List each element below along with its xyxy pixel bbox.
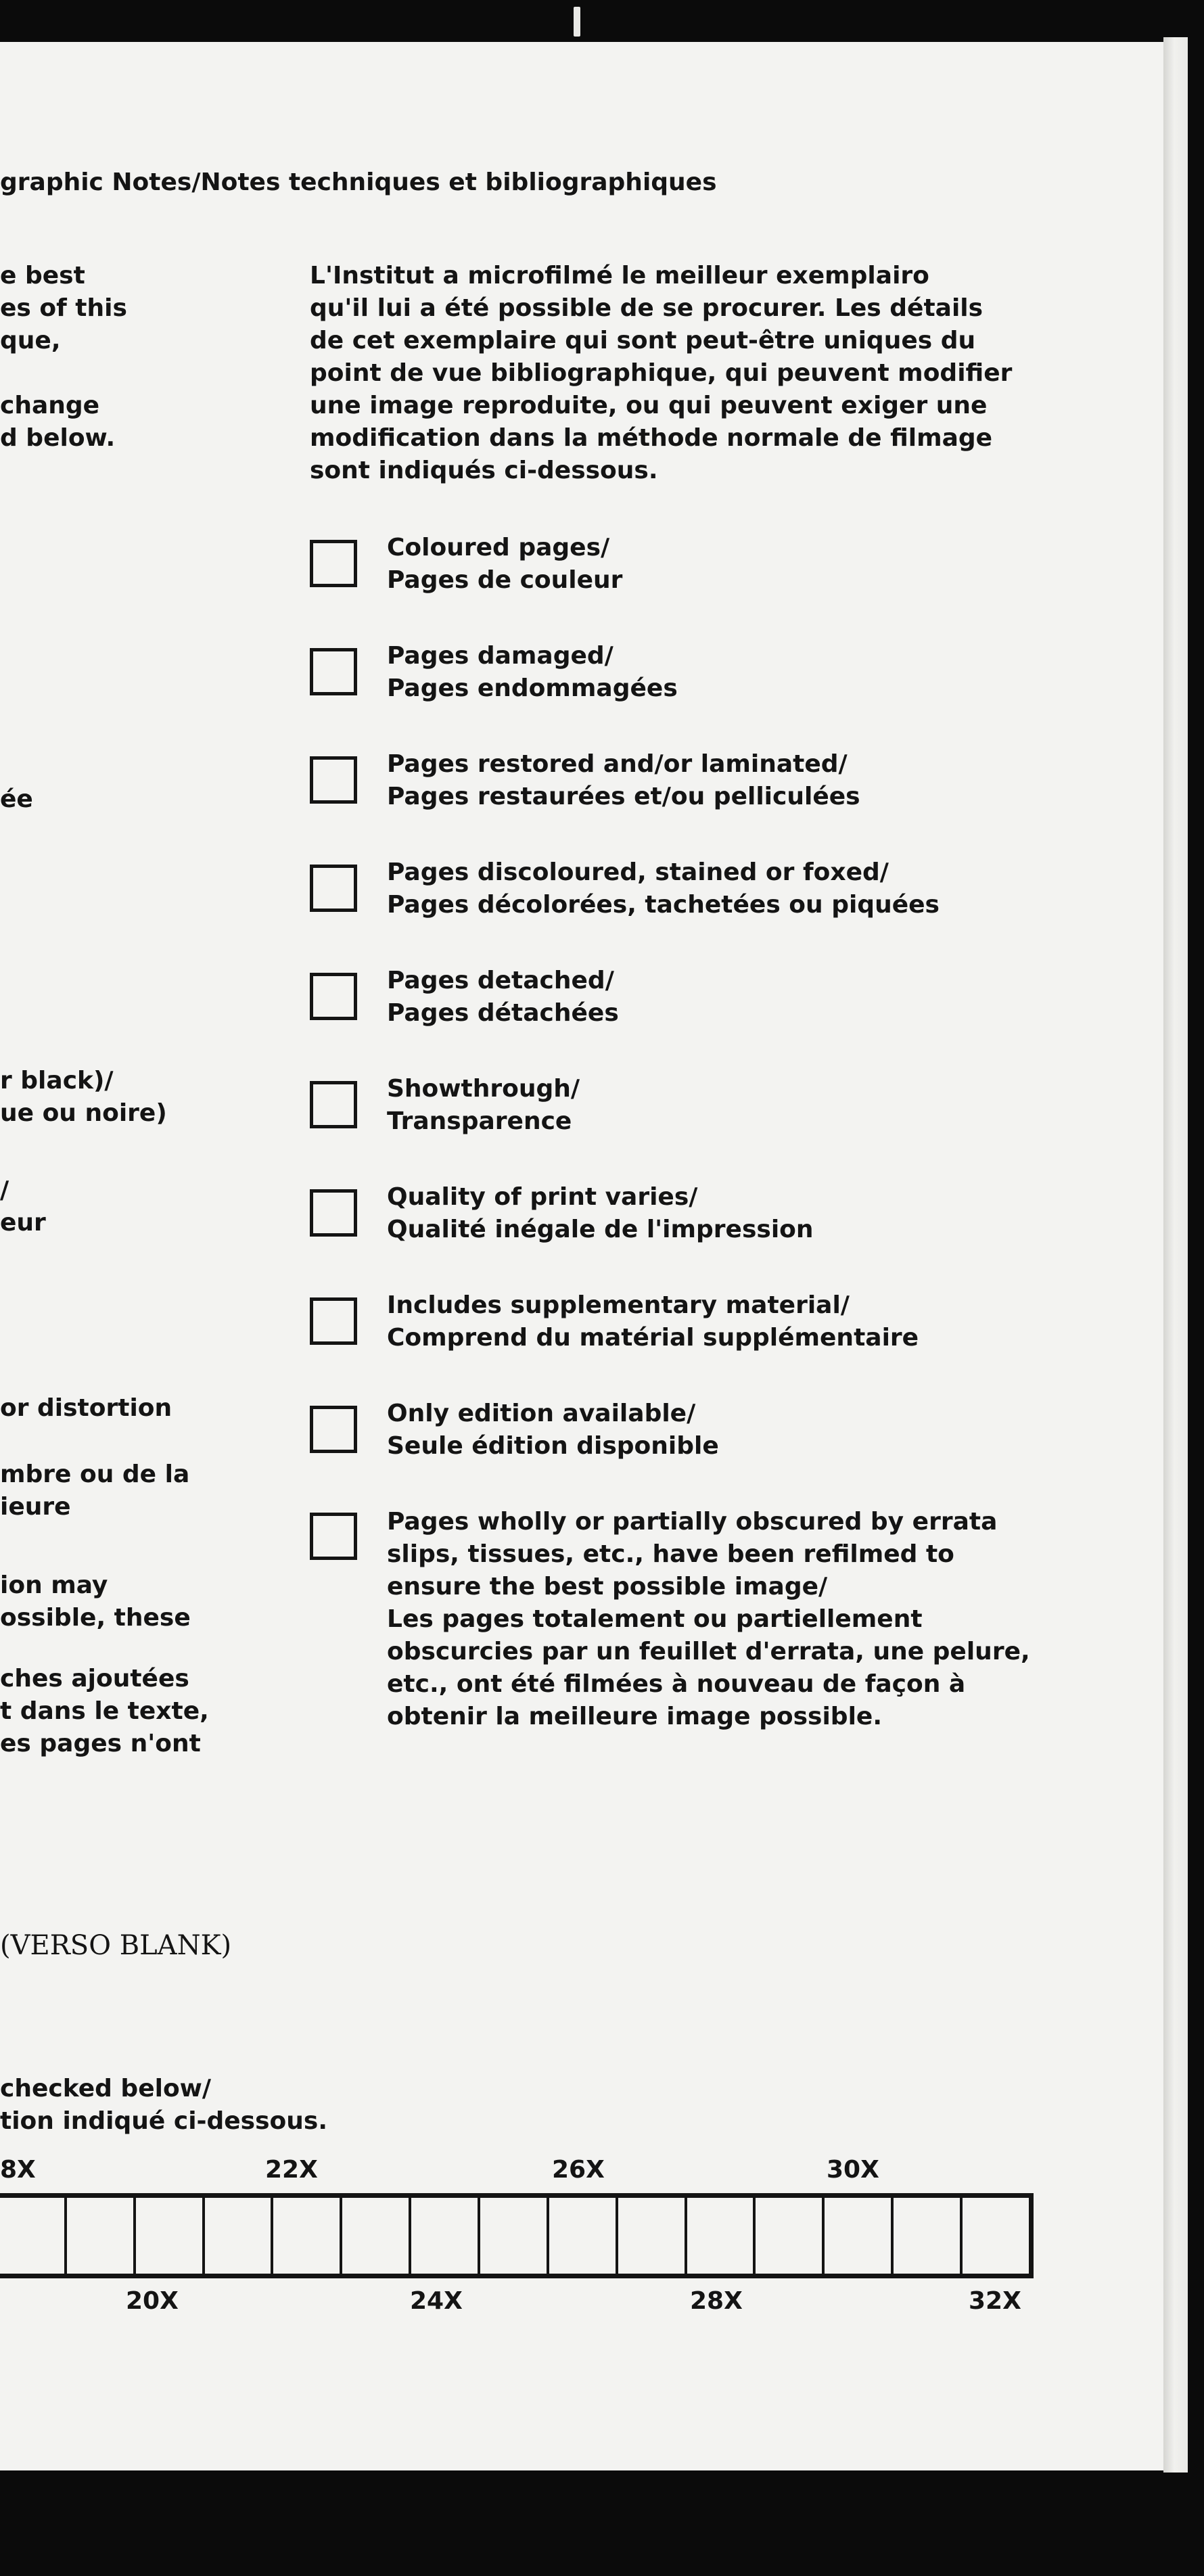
intro-line: qu'il lui a été possible de se procurer. Les détails bbox=[310, 294, 983, 322]
checkbox-label-fr: Seule édition disponible bbox=[387, 1432, 719, 1460]
left-fragment-line: / bbox=[0, 1176, 9, 1204]
ruler-cell bbox=[822, 2198, 891, 2274]
ruler-cell bbox=[64, 2198, 133, 2274]
ruler-cell bbox=[133, 2198, 202, 2274]
ruler-cell bbox=[202, 2198, 271, 2274]
obscured-text-line: Les pages totalement ou partiellement bbox=[387, 1605, 923, 1633]
ruler-cell bbox=[547, 2198, 616, 2274]
ruler-bottom-label: 20X bbox=[126, 2287, 179, 2315]
obscured-text-line: Pages wholly or partially obscured by errata bbox=[387, 1508, 998, 1536]
checkbox[interactable] bbox=[310, 1297, 357, 1345]
left-fragment-line: ion may bbox=[0, 1571, 108, 1599]
checkbox-label-en: Quality of print varies/ bbox=[387, 1183, 698, 1211]
left-fragment-line: ue ou noire) bbox=[0, 1099, 167, 1127]
checkbox-label-en: Pages discoloured, stained or foxed/ bbox=[387, 858, 889, 886]
left-fragment-line: eur bbox=[0, 1209, 46, 1237]
ruler-cell bbox=[891, 2198, 960, 2274]
obscured-text-line: slips, tissues, etc., have been refilmed to bbox=[387, 1540, 954, 1568]
ruler-cell bbox=[271, 2198, 340, 2274]
checkbox-label-en: Coloured pages/ bbox=[387, 534, 610, 561]
checkbox-label-fr: Qualité inégale de l'impression bbox=[387, 1216, 814, 1243]
ruler-cell bbox=[960, 2198, 1029, 2274]
checkbox[interactable] bbox=[310, 1189, 357, 1237]
intro-line: une image reproduite, ou qui peuvent exiger une bbox=[310, 392, 988, 419]
checkbox-label-fr: Transparence bbox=[387, 1107, 572, 1135]
ruler-bottom-label: 28X bbox=[690, 2287, 743, 2315]
ruler-cell bbox=[0, 2198, 64, 2274]
reduction-ratio-ruler bbox=[0, 2193, 1034, 2278]
obscured-pages-checkbox[interactable] bbox=[310, 1513, 357, 1560]
checkbox-label-fr: Pages de couleur bbox=[387, 566, 623, 594]
ruler-cell bbox=[340, 2198, 409, 2274]
ruler-top-label: 8X bbox=[0, 2156, 36, 2184]
ruler-cell bbox=[685, 2198, 754, 2274]
left-fragment-line: que, bbox=[0, 327, 61, 354]
left-fragment-line: checked below/ bbox=[0, 2075, 212, 2102]
ruler-top-label: 22X bbox=[265, 2156, 318, 2184]
intro-line: L'Institut a microfilmé le meilleur exemplairo bbox=[310, 262, 929, 290]
left-fragment-line: ches ajoutées bbox=[0, 1665, 189, 1693]
checkbox-label-en: Includes supplementary material/ bbox=[387, 1291, 850, 1319]
left-fragment-line: t dans le texte, bbox=[0, 1697, 209, 1725]
intro-line: point de vue bibliographique, qui peuvent modifier bbox=[310, 359, 1013, 387]
left-fragment-line: e best bbox=[0, 262, 85, 290]
checkbox-label-en: Pages damaged/ bbox=[387, 642, 613, 670]
ruler-bottom-label: 32X bbox=[969, 2287, 1021, 2315]
checkbox-label-en: Showthrough/ bbox=[387, 1075, 580, 1103]
left-fragment-line: es pages n'ont bbox=[0, 1730, 201, 1757]
left-fragment-line: ossible, these bbox=[0, 1604, 191, 1632]
obscured-text-line: obtenir la meilleure image possible. bbox=[387, 1703, 883, 1730]
left-fragment-line: or distortion bbox=[0, 1394, 172, 1422]
checkbox[interactable] bbox=[310, 648, 357, 695]
obscured-text-line: ensure the best possible image/ bbox=[387, 1573, 828, 1601]
checkbox-label-fr: Comprend du matérial supplémentaire bbox=[387, 1324, 919, 1352]
intro-line: sont indiqués ci-dessous. bbox=[310, 457, 658, 484]
checkbox-label-en: Pages detached/ bbox=[387, 967, 614, 994]
page-curl-edge bbox=[1163, 37, 1188, 2472]
intro-line: de cet exemplaire qui sont peut-être uniques du bbox=[310, 327, 976, 354]
page-title: graphic Notes/Notes techniques et bibliographiques bbox=[0, 168, 717, 196]
checkbox[interactable] bbox=[310, 1406, 357, 1453]
checkbox-label-fr: Pages endommagées bbox=[387, 674, 678, 702]
left-fragment-line: mbre ou de la bbox=[0, 1460, 190, 1488]
left-fragment-line: es of this bbox=[0, 294, 127, 322]
intro-line: modification dans la méthode normale de filmage bbox=[310, 424, 993, 452]
left-fragment-line: r black)/ bbox=[0, 1067, 114, 1095]
ruler-cell bbox=[478, 2198, 547, 2274]
film-speck bbox=[574, 7, 580, 37]
checkbox-label-fr: Pages décolorées, tachetées ou piquées bbox=[387, 891, 940, 919]
ruler-bottom-label: 24X bbox=[410, 2287, 463, 2315]
obscured-text-line: obscurcies par un feuillet d'errata, une pelure, bbox=[387, 1638, 1030, 1665]
verso-blank-note: (VERSO BLANK) bbox=[0, 1930, 232, 1961]
checkbox[interactable] bbox=[310, 865, 357, 912]
obscured-text-line: etc., ont été filmées à nouveau de façon à bbox=[387, 1670, 966, 1698]
left-fragment-line: ée bbox=[0, 785, 33, 813]
checkbox-label-fr: Pages restaurées et/ou pelliculées bbox=[387, 783, 860, 810]
checkbox[interactable] bbox=[310, 756, 357, 804]
checkbox-label-en: Only edition available/ bbox=[387, 1400, 696, 1427]
ruler-cell bbox=[753, 2198, 822, 2274]
checkbox[interactable] bbox=[310, 540, 357, 587]
checkbox[interactable] bbox=[310, 1081, 357, 1128]
checkbox-label-fr: Pages détachées bbox=[387, 999, 619, 1027]
left-fragment-line: tion indiqué ci-dessous. bbox=[0, 2107, 327, 2135]
left-fragment-line: d below. bbox=[0, 424, 116, 452]
left-fragment-line: ieure bbox=[0, 1493, 71, 1521]
ruler-cell bbox=[409, 2198, 478, 2274]
ruler-cell bbox=[616, 2198, 685, 2274]
checkbox-label-en: Pages restored and/or laminated/ bbox=[387, 750, 848, 778]
checkbox[interactable] bbox=[310, 973, 357, 1020]
left-fragment-line: change bbox=[0, 392, 100, 419]
ruler-top-label: 26X bbox=[552, 2156, 605, 2184]
ruler-top-label: 30X bbox=[827, 2156, 879, 2184]
